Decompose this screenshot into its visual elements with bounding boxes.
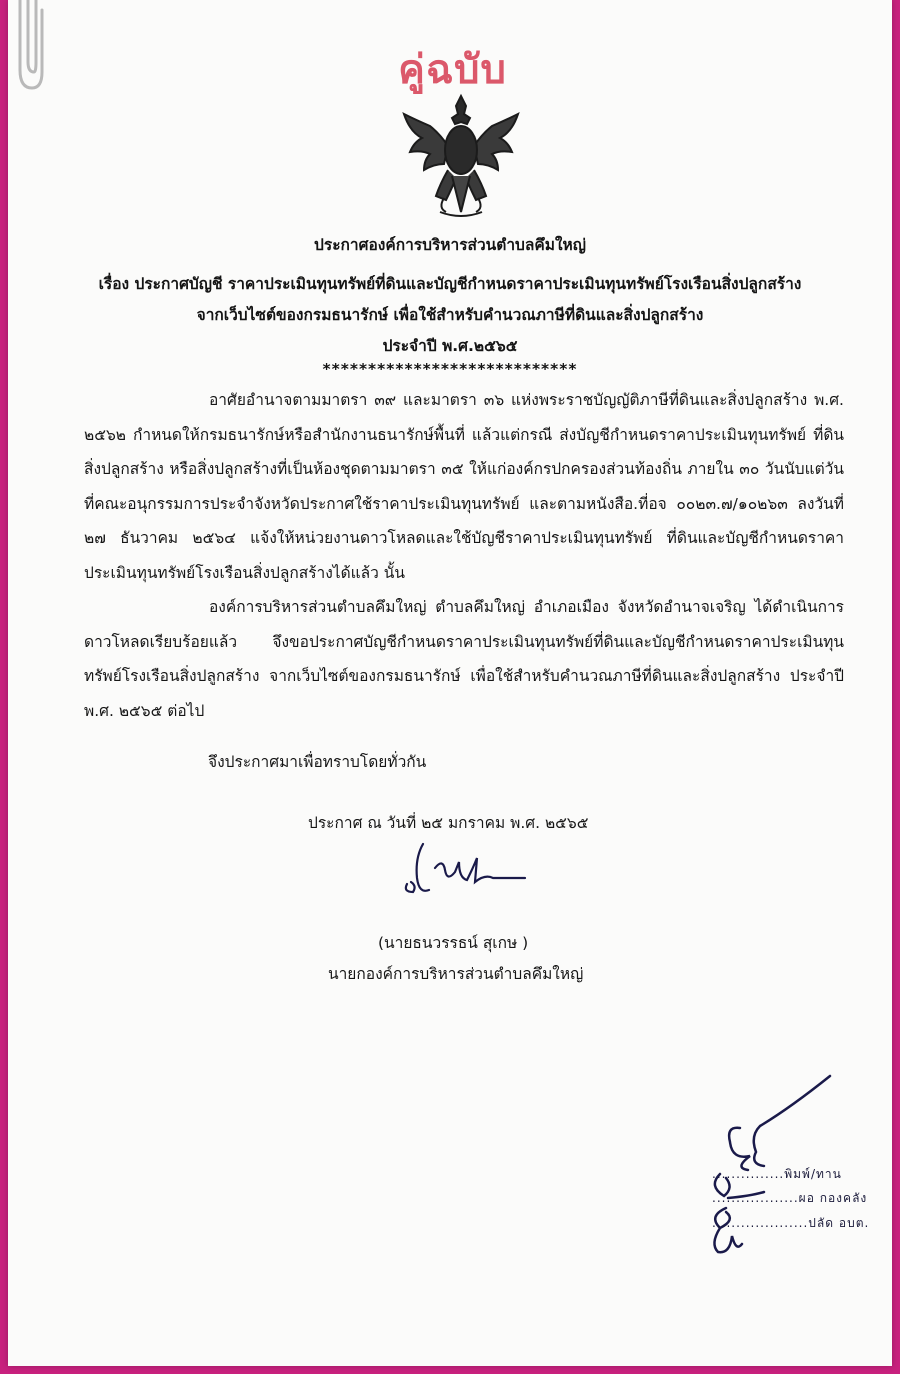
closing-line: จึงประกาศมาเพื่อทราบโดยทั่วกัน (208, 753, 427, 771)
corner-note-clerk: ....................ปลัด อบต. (712, 1216, 870, 1230)
signatory-name: (นายธนวรรธน์ สุเกษ ) (378, 934, 529, 952)
header-year: ประจำปี พ.ศ.๒๕๖๕ (382, 337, 518, 355)
announcement-date: ประกาศ ณ วันที่ ๒๕ มกราคม พ.ศ. ๒๕๖๕ (308, 814, 589, 832)
header-separator: **************************** (322, 360, 578, 378)
corner-note-finance: ..................ผอ กองคลัง (712, 1191, 868, 1205)
header-subject: เรื่อง ประกาศบัญชี ราคาประเมินทุนทรัพย์ที่ดินและบัญชีกำหนดราคาประเมินทุนทรัพย์โรงเรือนสิ่งปลูกสร้าง (98, 275, 802, 293)
body-paragraph-1: อาศัยอำนาจตามมาตรา ๓๙ และมาตรา ๓๖ แห่งพระราชบัญญัติภาษีที่ดินและสิ่งปลูกสร้าง พ.ศ. ๒๕๖๒ กำหนดให้กรมธนารักษ์หรือสำนักงานธนารักษ์พื้นที่ แล้วแต่กรณี ส่งบัญชีกำหนดราคาประเมินทุนทรัพย์ ที่ดิน สิ่งปลูกสร้าง หรือสิ่งปลูกสร้างที่เป็นห้องชุดตามมาตรา ๓๕ ให้แก่องค์กรปกครองส่วนท้องถิ่น ภายใน ๓๐ วันนับแต่วันที่คณะอนุกรรมการประจำจังหวัดประกาศใช้ราคาประเมินทุนทรัพย์ และตามหนังสือ.ที่อจ ๐๐๒๓.๗/๑๐๒๖๓ ลงวันที่ ๒๗ ธันวาคม ๒๕๖๔ แจ้งให้หน่วยงานดาวโหลดและใช้บัญชีราคาประเมินทุนทรัพย์ ที่ดินและบัญชีกำหนดราคาประเมินทุนทรัพย์โรงเรือนสิ่งปลูกสร้างได้แล้ว นั้น (84, 391, 844, 582)
body-paragraph-2: องค์การบริหารส่วนตำบลคึมใหญ่ ตำบลคึมใหญ่ อำเภอเมือง จังหวัดอำนาจเจริญ ได้ดำเนินการ ดาวโหลดเรียบร้อยแล้ว จึงขอประกาศบัญชีกำหนดราคาประเมินทุนทรัพย์ที่ดินและบัญชีกำหนดราคาประเมินทุน ทรัพย์โรงเรือนสิ่งปลูกสร้าง จากเว็บไซต์ของกรมธนารักษ์ เพื่อใช้สำหรับคำนวณภาษีที่ดินและสิ่งปลูกสร้าง ประจำปี พ.ศ. ๒๕๖๕ ต่อไป (84, 598, 844, 720)
signature (395, 838, 530, 900)
corner-note-typist: ...............พิมพ์/ทาน (712, 1167, 842, 1181)
header-title: ประกาศองค์การบริหารส่วนตำบลคึมใหญ่ (314, 236, 586, 254)
garuda-emblem (400, 92, 522, 220)
paper-clip (6, 0, 46, 95)
header-subject-cont: จากเว็บไซต์ของกรมธนารักษ์ เพื่อใช้สำหรับคำนวณภาษีที่ดินและสิ่งปลูกสร้าง (196, 306, 704, 324)
signatory-position: นายกองค์การบริหารส่วนตำบลคึมใหญ่ (328, 965, 584, 983)
copy-stamp: คู่ฉบับ (398, 47, 507, 93)
